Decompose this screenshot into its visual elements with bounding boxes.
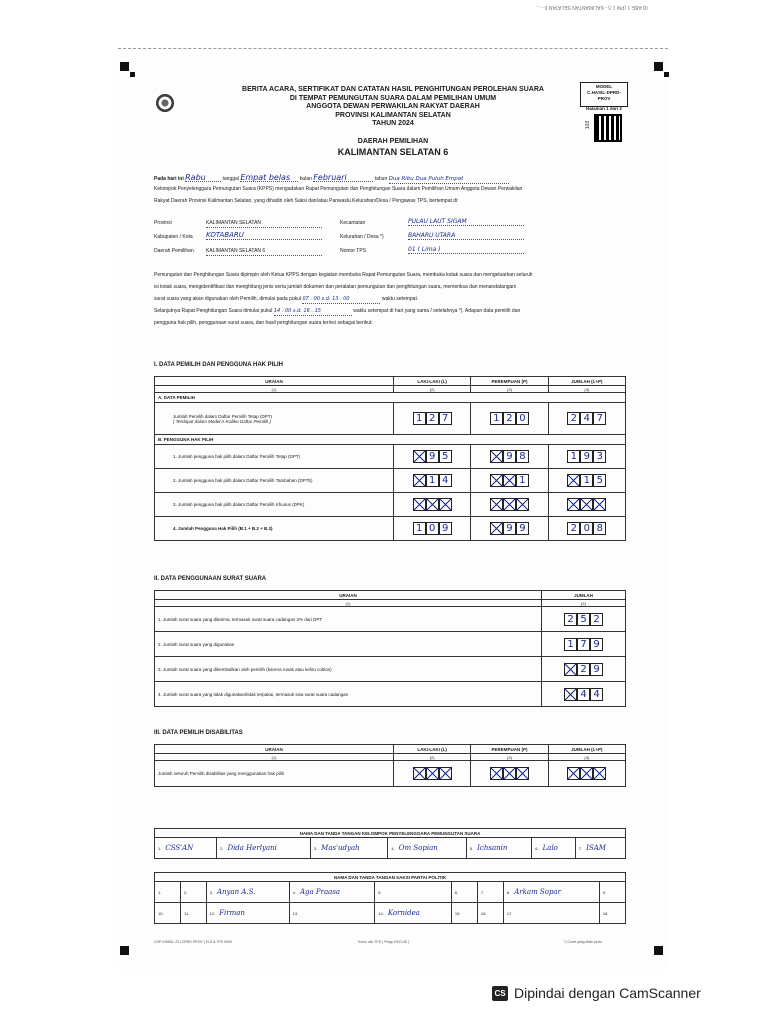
digit-box: 1: [426, 474, 439, 487]
crossed-box: [567, 474, 580, 487]
signature-cell: [466, 838, 531, 859]
signature-number: 18.: [602, 911, 609, 916]
digit-boxes: [397, 498, 467, 511]
digit-box: 9: [590, 638, 603, 651]
daerah-label: DAERAH PEMILIHAN: [357, 138, 429, 145]
crossed-box: [413, 498, 426, 511]
camscanner-logo-icon: CS: [492, 986, 508, 1001]
crossed-box: [490, 522, 503, 535]
digit-box: 1: [490, 412, 503, 425]
camscanner-text: Dipindai dengan CamScanner: [514, 985, 701, 1001]
signature-name: Ichsanin: [477, 844, 508, 852]
digit-box: 9: [590, 663, 603, 676]
signature-name: Om Sopian: [398, 844, 438, 852]
model-box: MODEL C.HASIL-DPRD- PROV: [580, 82, 628, 107]
crossed-box: [426, 767, 439, 780]
digit-boxes: [545, 638, 622, 651]
crossed-box: [490, 498, 503, 511]
table-row: 4. Jumlah surat suara yang tidak digunakan/tidak terpakai, termasuk sisa surat suara cadangan 4 4: [155, 682, 626, 707]
para-line-5: pengguna hak pilih, penggunaan surat suara, dan hasil penghitungan suara terinci sebagai berikut:: [154, 320, 373, 326]
signature-number: 1.: [158, 846, 162, 851]
signature-cell: [477, 882, 503, 903]
time-field-1: 07 . 00 s.d. 13 . 00: [302, 296, 380, 304]
digit-box: 9: [503, 522, 516, 535]
intro-para-1: Kelompok Penyelenggara Pemungutan Suara (KPPS) mengadakan Rapat Pemungutan dan Penghitungan Suara dalam Pemilihan Umum Anggota Dewan Perwakilan: [154, 186, 523, 192]
digit-box: 3: [593, 450, 606, 463]
kpps-signature-table: NAMA DAN TANDA TANGAN KELOMPOK PENYELENGGARA PEMUNGUTAN SUARA 1. CSS'AN 2. Dida Herlyani 3. Mas'udyah 4. Om Sopian 5. Ichsanin 6. Lalo 7. ISAM: [154, 828, 626, 859]
signature-cell: [206, 882, 289, 903]
perforation-line: [118, 48, 668, 49]
digit-box: 5: [593, 474, 606, 487]
digit-boxes: [552, 767, 622, 780]
digit-box: 0: [426, 522, 439, 535]
section-b-label: B. PENGGUNA HAK PILIH: [155, 435, 626, 445]
digit-boxes: [552, 450, 622, 463]
tanggal-field: Empat belas: [240, 174, 298, 182]
crossed-box: [564, 663, 577, 676]
crossed-box: [413, 450, 426, 463]
digit-box: 2: [503, 412, 516, 425]
signature-name: Arkam Sopar: [514, 888, 561, 896]
digit-box: 1: [413, 522, 426, 535]
digit-box: 5: [577, 613, 590, 626]
section1-title: I. DATA PEMILIH DAN PENGGUNA HAK PILIH: [154, 362, 283, 368]
registration-mark: [120, 62, 129, 71]
kecamatan-value: PULAU LAUT SIGAM: [408, 218, 524, 226]
form-page: [118, 56, 668, 970]
digit-boxes: [474, 412, 544, 425]
signature-cell: [289, 903, 375, 924]
table-row: 3. Jumlah pengguna hak pilih dalam Daftar Pemilih Khusus (DPK): [155, 493, 626, 517]
registration-mark: [130, 72, 135, 77]
footer-mid: Kunin ulin TPS ( Petgu KEO-08 ): [358, 940, 409, 944]
digit-boxes: [397, 412, 467, 425]
table-row: 4. Jumlah Pengguna Hak Pilih (B.1 + B.2 + B.3) 1 0 9 9 9 2 0 8: [155, 517, 626, 541]
digit-box: 4: [577, 688, 590, 701]
signature-number: 11.: [184, 911, 190, 916]
signature-cell: [503, 882, 599, 903]
digit-boxes: [552, 412, 622, 425]
digit-box: 1: [516, 474, 529, 487]
signature-number: 7.: [578, 846, 583, 851]
signature-cell: [599, 882, 625, 903]
crossed-box: [593, 498, 606, 511]
crossed-box: [567, 767, 580, 780]
crossed-box: [503, 767, 516, 780]
signature-cell: [289, 882, 375, 903]
signature-number: 4.: [292, 890, 296, 895]
table-row: 3. Jumlah surat suara yang dikembalikan oleh pemilih (karena rusak atau keliru coblos) 2 9: [155, 657, 626, 682]
digit-boxes: [545, 663, 622, 676]
digit-box: 2: [564, 613, 577, 626]
time-field-2: 14 . 00 s.d. 16 . 15: [274, 308, 352, 316]
table-row: 1. Jumlah surat suara yang diterima, termasuk surat suara cadangan 2% dari DPT 2 5 2: [155, 607, 626, 632]
section2-table: URAIAN JUMLAH (1) (2) 1. Jumlah surat suara yang diterima, termasuk surat suara cadangan 2% dari DPT 2 5 2 2. Jumlah surat suara yang digunakan 1 7 9 3. Jumlah surat suara yang dikembalikan oleh pemilih (karena rusak atau keliru coblos) 2 9 4. Jumlah surat suara yang tidak digunakan/tidak terpakai, termasuk sisa surat suara cadangan 4 4: [154, 590, 626, 707]
para-line-1: Pemungutan dan Penghitungan Suara dipimpin oleh Ketua KPPS dengan kegiatan membuka Rapat Pemungutan Suara, membuka kotak suara dan mengeluarkan seluruh: [154, 272, 533, 278]
digit-boxes: [397, 767, 467, 780]
signature-name: Mas'udyah: [321, 844, 360, 852]
digit-boxes: [552, 498, 622, 511]
crossed-box: [516, 498, 529, 511]
tahun-field: Dua Ribu Dua Puluh Empat: [389, 176, 509, 184]
kelurahan-value: BAHARU UTARA: [408, 232, 524, 240]
table-row: 2. Jumlah pengguna hak pilih dalam Daftar Pemilih Tambahan (DPTb) 1 4 1 1 5: [155, 469, 626, 493]
signature-name: CSS'AN: [165, 844, 194, 852]
dapil-label: Daerah Pemilihan: [154, 248, 194, 254]
signature-number: 13.: [292, 911, 299, 916]
crossed-box: [413, 767, 426, 780]
crossed-box: [439, 498, 452, 511]
qr-number: 103: [585, 120, 592, 130]
signature-cell: [375, 903, 452, 924]
digit-boxes: [474, 767, 544, 780]
digit-boxes: [474, 450, 544, 463]
digit-box: 1: [580, 474, 593, 487]
qr-code-icon: [596, 116, 620, 140]
digit-box: 9: [516, 522, 529, 535]
digit-box: 2: [567, 412, 580, 425]
signature-cell: [155, 903, 181, 924]
signature-number: 9.: [602, 890, 607, 895]
intro-para-2: Rakyat Daerah Provinsi Kalimantan Selatan, yang dihadiri oleh Saksi dan/atau Panwaslu Kelurahan/Desa / Pengawas TPS, bertempat di:: [154, 198, 459, 204]
signature-cell: [575, 838, 625, 859]
signature-name: Firman: [219, 909, 245, 917]
tps-value: 01 ( Lima ): [408, 246, 524, 254]
signature-name: Lalo: [542, 844, 558, 852]
kecamatan-label: Kecamatan: [340, 220, 366, 226]
crossed-box: [490, 767, 503, 780]
signature-cell: [181, 903, 207, 924]
digit-box: 4: [590, 688, 603, 701]
para-line-4: Selanjutnya Rapat Penghitungan Suara dimulai pukul 14 . 00 s.d. 16 . 15 waktu setempat di hari yang sama / setelahnya *). Adapun data pemilih dan: [154, 308, 521, 314]
crossed-box: [413, 474, 426, 487]
signature-cell: [451, 882, 477, 903]
dapil-value: KALIMANTAN SELATAN 6: [206, 248, 322, 256]
signature-name: Anyan A.S.: [216, 888, 256, 896]
signature-number: 5.: [378, 890, 382, 895]
tps-label: Nomor TPS: [340, 248, 367, 254]
digit-boxes: [474, 522, 544, 535]
signature-number: 15.: [454, 911, 461, 916]
table-row: Jumlah seluruh Pemilih disabilitas yang menggunakan hak pilih: [155, 761, 626, 787]
registration-mark: [120, 946, 129, 955]
kabupaten-label: Kabupaten / Kota: [154, 234, 193, 240]
crossed-box: [567, 498, 580, 511]
signature-number: 10.: [158, 911, 164, 916]
table-row: 2. Jumlah surat suara yang digunakan 1 7 9: [155, 632, 626, 657]
signature-cell: [532, 838, 576, 859]
signature-number: 16.: [480, 911, 487, 916]
digit-boxes: [397, 522, 467, 535]
signature-cell: [388, 838, 466, 859]
digit-boxes: [552, 522, 622, 535]
signature-cell: [181, 882, 207, 903]
kabupaten-value: KOTABARU: [206, 232, 322, 240]
footer-left: CHP-KSBNL-23 | DPRD PROV | KLS 6-TPS 0005: [154, 940, 232, 944]
table-row: Jumlah Pemilih dalam Daftar Pemilih Tetap (DPT) ( Terdapat dalam Model A-Kabko Daftar Pemilih ) 1 2 7 1 2 0 2 4 7: [155, 403, 626, 435]
signature-cell: [206, 903, 289, 924]
signature-name: Aga Praasa: [299, 888, 341, 896]
page-indicator: Halaman 1 dari 2: [586, 106, 622, 111]
registration-mark: [664, 72, 669, 77]
crossed-box: [503, 498, 516, 511]
signature-cell: [375, 882, 452, 903]
signature-number: 17.: [506, 911, 513, 916]
signature-number: 2.: [184, 890, 188, 895]
digit-box: 2: [426, 412, 439, 425]
digit-boxes: [474, 474, 544, 487]
crossed-box: [564, 688, 577, 701]
date-line: Pada hari ini Rabu tanggal Empat belas bulan Februari tahun Dua Ribu Dua Puluh Empat: [154, 174, 634, 184]
signature-name: Kornidea: [387, 909, 420, 917]
signature-cell: [477, 903, 503, 924]
crossed-box: [426, 498, 439, 511]
section3-title: III. DATA PEMILIH DISABILITAS: [154, 730, 243, 736]
signature-cell: [503, 903, 599, 924]
signature-cell: [217, 838, 311, 859]
form-title: BERITA ACARA, SERTIFIKAT DAN CATATAN HASIL PENGHITUNGAN PEROLEHAN SUARA DI TEMPAT PEMUNGUTAN SUARA DALAM PEMILIHAN UMUM ANGGOTA DEWAN PERWAKILAN RAKYAT DAERAH PROVINSI KALIMANTAN SELATAN TAHUN 2024: [242, 86, 544, 127]
digit-box: 1: [564, 638, 577, 651]
signature-number: 14.: [378, 911, 384, 916]
scan-header: ID ABE 1 (PM 1 /) - KALIMANTAN SELATAN 6 - ...: [536, 4, 648, 10]
digit-boxes: [552, 474, 622, 487]
para-line-3: surat suara yang akan digunakan oleh Pemilih, dimulai pada pukul 07 . 00 s.d. 13 . 00 waktu setempat.: [154, 296, 419, 302]
digit-box: 4: [439, 474, 452, 487]
digit-boxes: [474, 498, 544, 511]
signature-number: 12.: [209, 911, 216, 916]
signature-number: 3.: [313, 846, 318, 851]
signature-number: 1.: [158, 890, 162, 895]
digit-boxes: [397, 450, 467, 463]
signature-number: 3.: [209, 890, 213, 895]
digit-box: 0: [516, 412, 529, 425]
digit-box: 9: [580, 450, 593, 463]
signature-cell: [155, 838, 217, 859]
digit-box: 7: [577, 638, 590, 651]
provinsi-label: Provinsi: [154, 220, 172, 226]
crossed-box: [516, 767, 529, 780]
digit-box: 0: [580, 522, 593, 535]
signature-number: 2.: [220, 846, 224, 851]
crossed-box: [503, 474, 516, 487]
signature-name: Dida Herlyani: [227, 844, 277, 852]
digit-box: 8: [593, 522, 606, 535]
para-line-2: isi kotak suara, mengidentifikasi dan menghitung jenis serta jumlah dokumen dan peralatan pemungutan dan penghitungan suara, memeriksa dan menandatangani: [154, 284, 517, 290]
section3-table: URAIAN LAKI-LAKI (L) PEREMPUAN (P) JUMLAH (L+P) (1) (2) (3) (4) Jumlah seluruh Pemilih disabilitas yang menggunakan hak pilih: [154, 744, 626, 787]
section1-table: URAIAN LAKI-LAKI (L) PEREMPUAN (P) JUMLAH (L+P) (1) (2) (3) (4) A. DATA PEMILIH Jumlah Pemilih dalam Daftar Pemilih Tetap (DPT) ( Terdapat dalam Model A-Kabko Daftar Pemilih ) 1 2 7 1 2 0 2 4 7 B. PENGGUNA HAK PILIH 1. Jumlah pengguna hak pilih dalam Daftar Pemilih Tetap (DPT) 9 5 9 8 1 9 3 2. Jumlah pengguna hak pilih dalam Daftar Pemilih Tambahan (DPTb) 1 4 1 1 5 3. Jumlah pengguna hak pilih dalam Daftar Pemilih Khusus (DPK) 4. Jumlah Pengguna Hak Pilih (B.1 + B.2 + B.3) 1 0 9 9 9 2 0 8: [154, 376, 626, 541]
crossed-box: [593, 767, 606, 780]
signature-number: 5.: [469, 846, 474, 851]
table-row: 1. Jumlah pengguna hak pilih dalam Daftar Pemilih Tetap (DPT) 9 5 9 8 1 9 3: [155, 445, 626, 469]
crossed-box: [580, 767, 593, 780]
digit-box: 8: [516, 450, 529, 463]
signature-cell: [155, 882, 181, 903]
bulan-field: Februari: [313, 174, 373, 182]
signature-cell: [599, 903, 625, 924]
provinsi-value: KALIMANTAN SELATAN: [206, 220, 322, 228]
digit-boxes: [545, 688, 622, 701]
digit-box: 7: [439, 412, 452, 425]
registration-mark: [654, 946, 663, 955]
digit-boxes: [545, 613, 622, 626]
section-a-label: A. DATA PEMILIH: [155, 393, 626, 403]
signature-number: 8.: [506, 890, 511, 895]
crossed-box: [490, 450, 503, 463]
kelurahan-label: Kelurahan / Desa *): [340, 234, 384, 240]
digit-box: 2: [590, 613, 603, 626]
digit-box: 4: [580, 412, 593, 425]
digit-box: 2: [567, 522, 580, 535]
digit-box: 9: [439, 522, 452, 535]
signature-number: 6.: [535, 846, 539, 851]
crossed-box: [439, 767, 452, 780]
digit-box: 7: [593, 412, 606, 425]
digit-box: 9: [426, 450, 439, 463]
digit-box: 5: [439, 450, 452, 463]
signature-cell: [451, 903, 477, 924]
daerah-value: KALIMANTAN SELATAN 6: [337, 147, 449, 157]
signature-cell: [310, 838, 388, 859]
signature-number: 4.: [391, 846, 395, 851]
registration-mark: [654, 62, 663, 71]
digit-boxes: [397, 474, 467, 487]
digit-box: 1: [413, 412, 426, 425]
signature-number: 7.: [480, 890, 485, 895]
saksi-signature-table: NAMA DAN TANDA TANGAN SAKSI PARTAI POLITIK 1. 2. 3. Anyan A.S. 4. Aga Praasa 5. 6. 7. 8. Arkam Sopar 9. 10. 11. 12. Firman 13. 14. Kornidea 15. 16. 17. 18.: [154, 872, 626, 924]
digit-box: 2: [577, 663, 590, 676]
camscanner-watermark: [492, 985, 701, 1001]
signature-number: 6.: [454, 890, 459, 895]
hari-field: Rabu: [185, 174, 221, 182]
digit-box: 9: [503, 450, 516, 463]
signature-name: ISAM: [586, 844, 606, 852]
digit-box: 1: [567, 450, 580, 463]
crossed-box: [490, 474, 503, 487]
footer-right: *) Coret yang tidak perlu: [564, 940, 602, 944]
crossed-box: [580, 498, 593, 511]
section2-title: II. DATA PENGGUNAAN SURAT SUARA: [154, 576, 267, 582]
